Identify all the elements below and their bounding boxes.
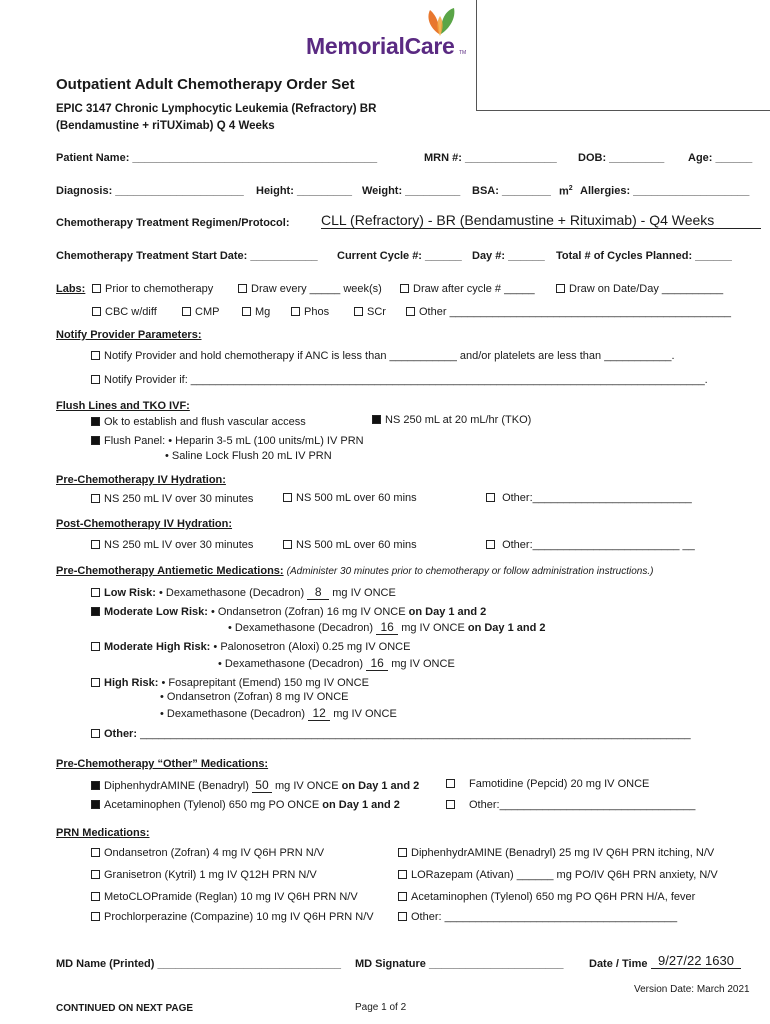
flush-heading: Flush Lines and TKO IVF: <box>56 400 190 412</box>
start-date-field[interactable]: Chemotherapy Treatment Start Date: ___________ <box>56 250 318 262</box>
antiemetic-low-checkbox[interactable]: Low Risk: • Dexamethasone (Decadron) 8 mg IV ONCE <box>91 585 396 600</box>
high-dexamethasone-line: • Dexamethasone (Decadron) 12 mg IV ONCE <box>160 706 397 720</box>
moderate-high-dexamethasone-line: • Dexamethasone (Decadron) 16 mg IV ONCE <box>218 656 455 670</box>
logo-trademark: TM <box>459 50 467 56</box>
total-cycles-field[interactable]: Total # of Cycles Planned: ______ <box>556 250 732 262</box>
regimen-value[interactable]: CLL (Refractory) - BR (Bendamustine + Rituximab) - Q4 Weeks <box>321 212 761 229</box>
mh-dose-entry[interactable]: 16 <box>366 656 388 671</box>
lab-draw-on-checkbox[interactable]: Draw on Date/Day __________ <box>556 283 723 295</box>
patient-label-box <box>476 0 770 111</box>
pre-hydration-ns500-checkbox[interactable]: NS 500 mL over 60 mins <box>283 492 417 504</box>
lab-cbc-checkbox[interactable]: CBC w/diff <box>92 306 157 318</box>
allergies-field[interactable]: Allergies: ___________________ <box>580 185 750 197</box>
notify-hold-checkbox[interactable]: Notify Provider and hold chemotherapy if ANC is less than ___________ and/or platelets are less than ___________. <box>91 350 675 362</box>
lab-draw-every-checkbox[interactable]: Draw every _____ week(s) <box>238 283 382 295</box>
flush-panel-checkbox[interactable]: Flush Panel: • Heparin 3-5 mL (100 units/mL) IV PRN <box>91 435 364 447</box>
high-dose-entry[interactable]: 12 <box>308 706 330 721</box>
lab-prior-checkbox[interactable]: Prior to chemotherapy <box>92 283 213 295</box>
antiemetic-moderate-high-checkbox[interactable]: Moderate High Risk: • Palonosetron (Aloxi) 0.25 mg IV ONCE <box>91 641 410 653</box>
notify-if-checkbox[interactable]: Notify Provider if: ____________________________________________________________________________________. <box>91 374 708 386</box>
mrn-field[interactable]: MRN #: _______________ <box>424 152 557 164</box>
prn-diphenhydramine-checkbox[interactable]: DiphenhydrAMINE (Benadryl) 25 mg IV Q6H PRN itching, N/V <box>398 847 714 859</box>
low-dose-entry[interactable]: 8 <box>307 585 329 600</box>
prn-granisetron-checkbox[interactable]: Granisetron (Kytril) 1 mg IV Q12H PRN N/V <box>91 869 317 881</box>
post-hydration-other-checkbox[interactable]: Other:________________________ __ <box>486 539 695 551</box>
bsa-field[interactable]: BSA: ________ <box>472 185 551 197</box>
date-time-label: Date / Time <box>589 958 648 970</box>
antiemetic-high-checkbox[interactable]: High Risk: • Fosaprepitant (Emend) 150 mg IV ONCE <box>91 677 369 689</box>
prn-acetaminophen-checkbox[interactable]: Acetaminophen (Tylenol) 650 mg PO Q6H PRN H/A, fever <box>398 891 695 903</box>
antiemetic-heading-row <box>56 565 653 577</box>
other-meds-other-checkbox[interactable]: Other:________________________________ <box>446 799 695 811</box>
lab-scr-checkbox[interactable]: SCr <box>354 306 386 318</box>
lab-draw-after-checkbox[interactable]: Draw after cycle # _____ <box>400 283 535 295</box>
pre-hydration-ns250-checkbox[interactable]: NS 250 mL IV over 30 minutes <box>91 493 253 505</box>
prn-prochlorperazine-checkbox[interactable]: Prochlorperazine (Compazine) 10 mg IV Q6H PRN N/V <box>91 911 374 923</box>
post-hydration-ns500-checkbox[interactable]: NS 500 mL over 60 mins <box>283 539 417 551</box>
antiemetic-note: (Administer 30 minutes prior to chemotherapy or follow administration instructions.) <box>286 566 654 577</box>
page-number: Page 1 of 2 <box>355 1002 407 1013</box>
mod-dose-entry[interactable]: 16 <box>376 620 398 635</box>
other-meds-heading: Pre-Chemotherapy “Other” Medications: <box>56 758 269 770</box>
antiemetic-heading: Pre-Chemotherapy Antiemetic Medications: <box>56 565 284 577</box>
pre-hydration-other-checkbox[interactable]: Other:__________________________ <box>486 492 692 504</box>
date-time-field[interactable]: 9/27/22 1630 <box>651 953 741 969</box>
bsa-unit: $m^2$ <box>559 185 573 198</box>
patient-name-field[interactable]: Patient Name: ________________________________________ <box>56 152 378 164</box>
notify-heading: Notify Provider Parameters: <box>56 329 202 341</box>
other-acetaminophen-checkbox[interactable]: Acetaminophen (Tylenol) 650 mg PO ONCE on Day 1 and 2 <box>91 799 400 811</box>
memorialcare-logo <box>306 6 474 58</box>
md-name-field[interactable]: MD Name (Printed) ______________________________ <box>56 958 341 970</box>
prn-heading: PRN Medications: <box>56 827 150 839</box>
post-hydration-ns250-checkbox[interactable]: NS 250 mL IV over 30 minutes <box>91 539 253 551</box>
diphen-dose-entry[interactable]: 50 <box>252 778 272 793</box>
high-ondansetron-line: • Ondansetron (Zofran) 8 mg IV ONCE <box>160 691 349 703</box>
post-hydration-heading: Post-Chemotherapy IV Hydration: <box>56 518 233 530</box>
protocol-line-2: (Bendamustine + riTUXimab) Q 4 Weeks <box>56 120 275 132</box>
pre-hydration-heading: Pre-Chemotherapy IV Hydration: <box>56 474 226 486</box>
age-field[interactable]: Age: ______ <box>688 152 753 164</box>
prn-ondansetron-checkbox[interactable]: Ondansetron (Zofran) 4 mg IV Q6H PRN N/V <box>91 847 324 859</box>
md-signature-field[interactable]: MD Signature ______________________ <box>355 958 564 970</box>
day-field[interactable]: Day #: ______ <box>472 250 545 262</box>
dob-field[interactable]: DOB: _________ <box>578 152 665 164</box>
logo-wordmark: MemorialCare <box>306 33 455 59</box>
weight-field[interactable]: Weight: _________ <box>362 185 461 197</box>
lab-cmp-checkbox[interactable]: CMP <box>182 306 219 318</box>
continued-note: CONTINUED ON NEXT PAGE <box>56 1003 194 1014</box>
version-date: Version Date: March 2021 <box>634 984 750 995</box>
diagnosis-field[interactable]: Diagnosis: _____________________ <box>56 185 244 197</box>
other-famotidine-checkbox[interactable]: Famotidine (Pepcid) 20 mg IV ONCE <box>446 778 649 790</box>
antiemetic-moderate-low-checkbox[interactable]: Moderate Low Risk: • Ondansetron (Zofran) 16 mg IV ONCE on Day 1 and 2 <box>91 606 486 618</box>
prn-metoclopramide-checkbox[interactable]: MetoCLOPramide (Reglan) 10 mg IV Q6H PRN N/V <box>91 891 358 903</box>
antiemetic-other-checkbox[interactable]: Other: __________________________________________________________________________________________ <box>91 728 691 740</box>
lab-other-checkbox[interactable]: Other ______________________________________________ <box>406 306 731 318</box>
flush-ok-checkbox[interactable]: Ok to establish and flush vascular access <box>91 416 306 428</box>
prn-lorazepam-checkbox[interactable]: LORazepam (Ativan) ______ mg PO/IV Q6H PRN anxiety, N/V <box>398 869 718 881</box>
moderate-low-dexamethasone-line: • Dexamethasone (Decadron) 16 mg IV ONCE on Day 1 and 2 <box>228 620 546 634</box>
current-cycle-field[interactable]: Current Cycle #: ______ <box>337 250 462 262</box>
lab-mg-checkbox[interactable]: Mg <box>242 306 270 318</box>
flush-ns-checkbox[interactable]: NS 250 mL at 20 mL/hr (TKO) <box>372 414 531 426</box>
other-diphenhydramine-checkbox[interactable]: DiphenhydrAMINE (Benadryl) 50 mg IV ONCE on Day 1 and 2 <box>91 778 419 793</box>
labs-label: Labs: <box>56 283 86 295</box>
flush-saline-line: • Saline Lock Flush 20 mL IV PRN <box>165 450 332 462</box>
page-title: Outpatient Adult Chemotherapy Order Set <box>56 76 355 93</box>
height-field[interactable]: Height: _________ <box>256 185 352 197</box>
regimen-label: Chemotherapy Treatment Regimen/Protocol: <box>56 217 290 229</box>
prn-other-checkbox[interactable]: Other: ______________________________________ <box>398 911 677 923</box>
lab-phos-checkbox[interactable]: Phos <box>291 306 329 318</box>
protocol-line-1: EPIC 3147 Chronic Lymphocytic Leukemia (Refractory) BR <box>56 103 377 115</box>
